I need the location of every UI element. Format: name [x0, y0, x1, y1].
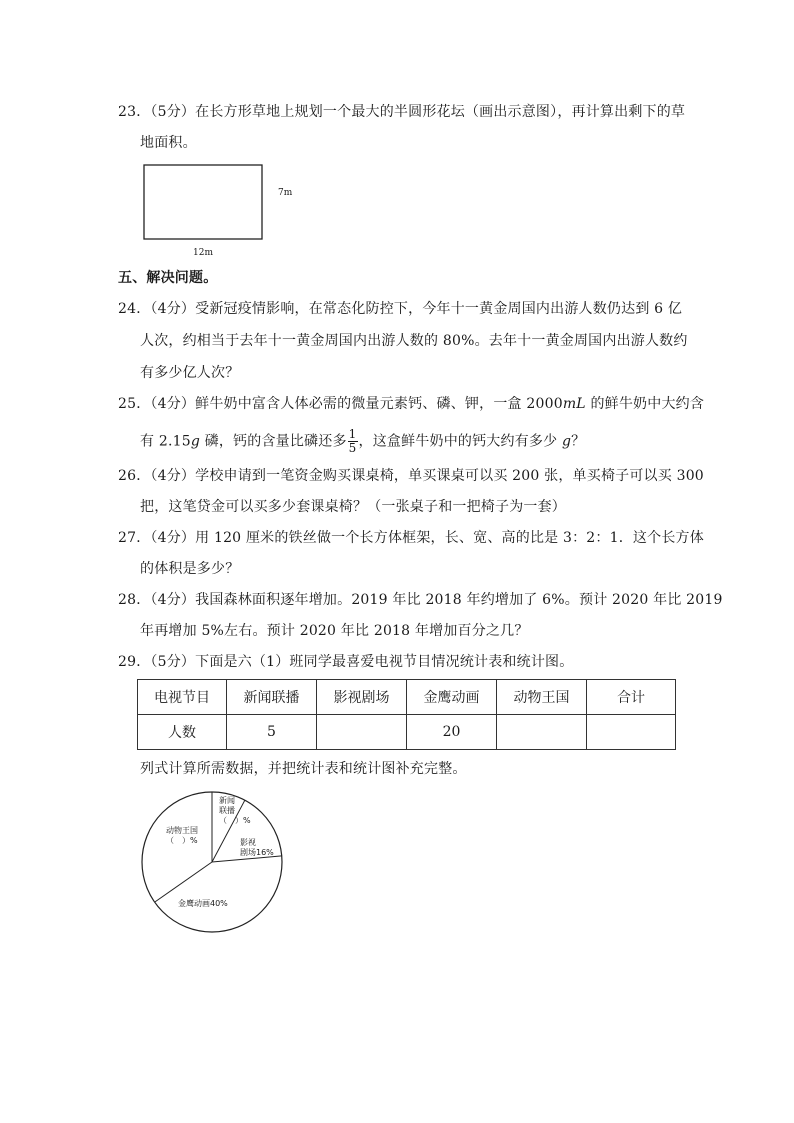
section-title: 五、解决问题。	[118, 270, 218, 286]
q27-line2: 的体积是多少？	[140, 561, 240, 577]
q25-line2-b: 磷，钙的含量比磷还多	[200, 433, 347, 450]
table-cell: 金鹰动画	[407, 680, 497, 715]
pie-label-line: 动物王国	[166, 826, 198, 835]
q25-line1-a: 25．（4分）鲜牛奶中富含人体必需的微量元素钙、磷、钾，一盒 2000	[118, 396, 563, 412]
q24-line1: 24．（4分）受新冠疫情影响，在常态化防控下，今年十一黄金周国内出游人数仍达到 6 亿	[118, 301, 683, 317]
pie-label-line: 影视	[240, 838, 256, 847]
q25-unit-g2: g	[561, 433, 572, 450]
pie-slice-divider	[155, 862, 212, 902]
pie-label-line: （ ）%	[166, 836, 198, 845]
q24-line3: 有多少亿人次？	[140, 365, 240, 381]
table-cell-blank[interactable]	[587, 715, 676, 750]
q24-line2: 人次，约相当于去年十一黄金周国内出游人数的 80%。去年十一黄金周国内出游人数约	[140, 333, 688, 349]
pie-label-news	[219, 796, 251, 826]
table-cell: 影视剧场	[317, 680, 407, 715]
pie-label-drama	[240, 838, 274, 858]
q25-line2-d: ？	[571, 433, 586, 450]
q25-line2	[140, 428, 585, 455]
table-header-row	[138, 680, 676, 715]
table-cell: 人数	[138, 715, 227, 750]
rectangle-shape	[144, 165, 262, 239]
q26-line2: 把，这笔贷金可以买多少套课桌椅？（一张桌子和一把椅子为一套）	[140, 499, 566, 515]
q23-line2: 地面积。	[140, 135, 197, 151]
table-cell: 动物王国	[497, 680, 587, 715]
pie-label-animal	[166, 826, 198, 846]
pie-chart	[140, 790, 290, 940]
tv-stats-table	[137, 679, 676, 750]
q25-line2-a: 有 2.15	[140, 433, 191, 450]
height-label: 7m	[278, 188, 293, 198]
q27-line1: 27．（4分）用 120 厘米的铁丝做一个长方体框架，长、宽、高的比是 3：2：1．这个长方体	[118, 530, 704, 546]
q29-instruction: 列式计算所需数据，并把统计表和统计图补充完整。	[140, 761, 467, 777]
table-cell: 20	[407, 715, 497, 750]
table-cell: 合计	[587, 680, 676, 715]
table-cell: 电视节目	[138, 680, 227, 715]
q25-line2-c: ，这盒鲜牛奶中的钙大约有多少	[358, 433, 562, 450]
q29-line1: 29．（5分）下面是六（1）班同学最喜爱电视节目情况统计表和统计图。	[118, 654, 574, 670]
q26-line1: 26．（4分）学校申请到一笔资金购买课桌椅，单买课桌可以买 200 张，单买椅子可以买 300	[118, 468, 704, 484]
table-cell: 新闻联播	[227, 680, 317, 715]
table-cell-blank[interactable]	[317, 715, 407, 750]
pie-label-line: 剧场16%	[240, 848, 274, 857]
table-cell-blank[interactable]	[497, 715, 587, 750]
q28-line2: 年再增加 5%左右。预计 2020 年比 2018 年增加百分之几？	[140, 623, 529, 639]
q28-line1: 28．（4分）我国森林面积逐年增加。2019 年比 2018 年约增加了 6%。预计 2020 年比 2019	[118, 592, 723, 608]
pie-label-animation	[178, 899, 228, 909]
pie-label-line: 联播	[219, 806, 235, 815]
rectangle-figure	[140, 160, 300, 260]
width-label: 12m	[193, 248, 213, 258]
q25-unit-ml: mL	[562, 396, 586, 412]
pie-label-line: 金鹰动画40%	[178, 899, 228, 908]
table-cell: 5	[227, 715, 317, 750]
q25-unit-g: g	[190, 433, 200, 450]
q23-line1: 23．（5分）在长方形草地上规划一个最大的半圆形花坛（画出示意图），再计算出剩下的草	[118, 104, 686, 120]
pie-label-line: （ ）%	[219, 816, 251, 825]
pie-label-line: 新闻	[219, 796, 235, 805]
q25-line1	[118, 394, 704, 414]
table-row	[138, 715, 676, 750]
fraction-one-fifth: $\frac{1}{5}$	[348, 427, 357, 455]
q25-line1-b: 的鲜牛奶中大约含	[585, 396, 705, 412]
